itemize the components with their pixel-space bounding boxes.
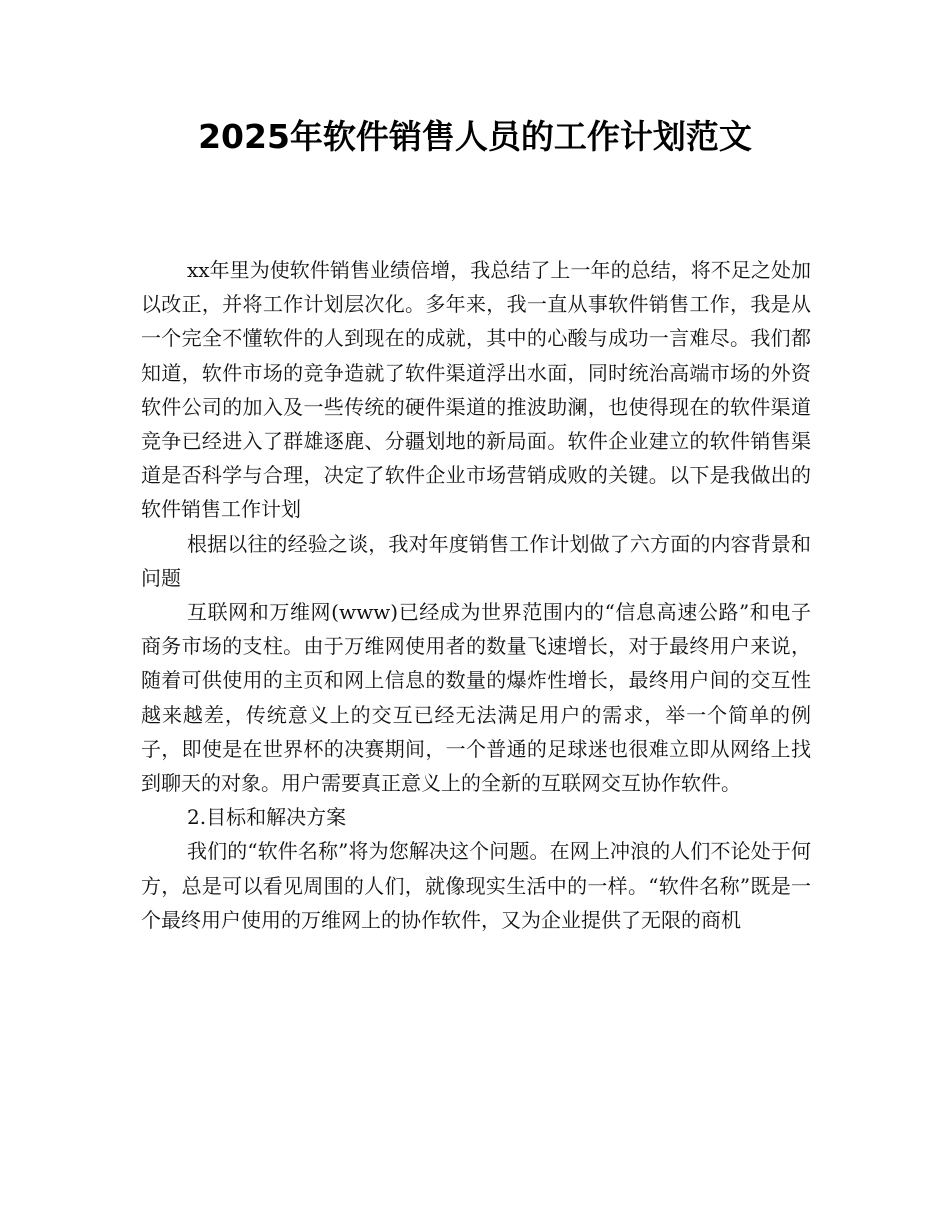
paragraph-background: 互联网和万维网(www)已经成为世界范围内的“信息高速公路”和电子商务市场的支柱。由于万维网使用者的数量飞速增长，对于最终用户来说，随着可供使用的主页和网上信息的数量的爆炸性增长，最终用户间的交互性越来越差，传统意义上的交互已经无法满足用户的需求，举一个简单的例子，即使是在世界杯的决赛期间，一个普通的足球迷也很难立即从网络上找到聊天的对象。用户需要真正意义上的全新的互联网交互协作软件。	[141, 600, 811, 796]
document-body	[141, 253, 811, 937]
paragraph-solution: 我们的“软件名称”将为您解决这个问题。在网上冲浪的人们不论处于何方，总是可以看见周围的人们，就像现实生活中的一样。“软件名称”既是一个最终用户使用的万维网上的协作软件，又为企业提供了无限的商机	[141, 839, 811, 932]
document-title: 2025年软件销售人员的工作计划范文	[198, 117, 752, 156]
paragraph-intro: xx年里为使软件销售业绩倍增，我总结了上一年的总结，将不足之处加以改正，并将工作计划层次化。多年来，我一直从事软件销售工作，我是从一个完全不懂软件的人到现在的成就，其中的心酸与成功一言难尽。我们都知道，软件市场的竞争造就了软件渠道浮出水面，同时统治高端市场的外资软件公司的加入及一些传统的硬件渠道的推波助澜，也使得现在的软件渠道竞争已经进入了群雄逐鹿、分疆划地的新局面。软件企业建立的软件销售渠道是否科学与合理，决定了软件企业市场营销成败的关键。以下是我做出的软件销售工作计划	[141, 258, 811, 522]
section-heading-goals: 2.目标和解决方案	[187, 805, 347, 830]
paragraph-plan-summary: 根据以往的经验之谈，我对年度销售工作计划做了六方面的内容背景和问题	[141, 531, 811, 590]
